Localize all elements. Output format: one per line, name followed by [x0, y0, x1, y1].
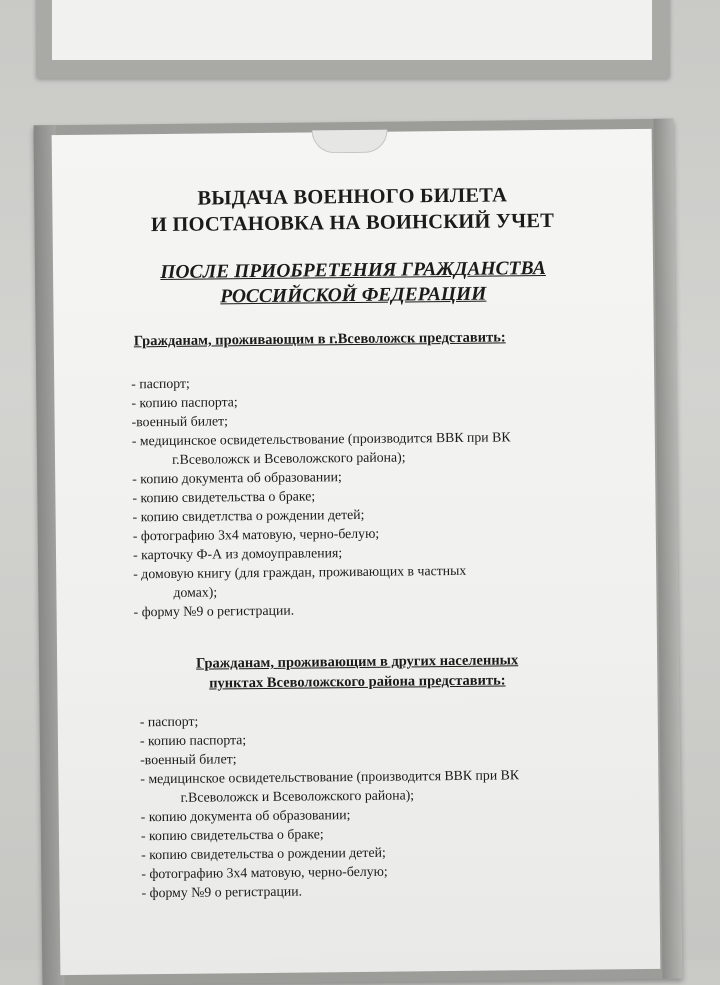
upper-sheet [52, 0, 652, 60]
list-item: - фотографию 3х4 матовую, черно-белую; [141, 863, 388, 882]
title-line: И ПОСТАНОВКА НА ВОИНСКИЙ УЧЕТ [150, 209, 555, 237]
list-item-continuation: домах); [173, 584, 218, 600]
list-item: - домовую книгу (для граждан, проживающих в частных [133, 562, 467, 582]
list-item: -военный билет; [131, 413, 229, 430]
section2-list [140, 708, 521, 902]
section2-heading [57, 649, 657, 695]
list-item: - фотографию 3х4 матовую, черно-белую; [132, 525, 380, 544]
list-item: - медицинское освидетельствование (производится ВВК при ВК [140, 767, 520, 787]
notice-title [52, 181, 653, 239]
section1-list [131, 370, 512, 621]
title-line: ВЫДАЧА ВОЕННОГО БИЛЕТА [197, 184, 508, 210]
notice-sheet [52, 129, 661, 975]
list-item-continuation: г.Всеволожск и Всеволожского района); [171, 449, 406, 467]
list-item: - копию свидетельства о браке; [140, 826, 324, 844]
list-item: - копию свидетельства о рождении детей; [141, 844, 386, 863]
list-item: - копию свидетлства о рождении детей; [132, 506, 365, 525]
list-item: - копию паспорта; [139, 732, 247, 749]
section2-heading-line: Гражданам, проживающим в других населенных [196, 652, 519, 672]
list-item: - медицинское освидетельствование (производится ВВК при ВК [131, 429, 511, 449]
upper-frame [36, 0, 670, 78]
list-item: - копию паспорта; [131, 394, 238, 411]
section1-heading: Гражданам, проживающим в г.Всеволожск представить: [133, 329, 506, 350]
subtitle-line: РОССИЙСКОЙ ФЕДЕРАЦИИ [220, 283, 487, 308]
notice-subtitle [53, 255, 653, 311]
list-item: - паспорт; [131, 375, 190, 392]
list-item: - копию документа об образовании; [132, 469, 342, 487]
list-item-continuation: г.Всеволожск и Всеволожского района); [180, 787, 415, 805]
list-item: -военный билет; [140, 751, 237, 768]
list-item: - копию свидетельства о браке; [132, 488, 316, 506]
list-item: - копию документа об образовании; [140, 807, 351, 825]
subtitle-line: ПОСЛЕ ПРИОБРЕТЕНИЯ ГРАЖДАНСТВА [160, 257, 546, 284]
list-item: - форму №9 о регистрации. [133, 602, 295, 620]
section2-heading-line: пунктах Всеволожского района представить: [209, 672, 506, 692]
list-item: - карточку Ф-А из домоуправления; [132, 545, 343, 563]
list-item: - форму №9 о регистрации. [141, 883, 303, 901]
list-item: - паспорт; [139, 713, 199, 730]
sheet-protector-notch [312, 130, 388, 154]
